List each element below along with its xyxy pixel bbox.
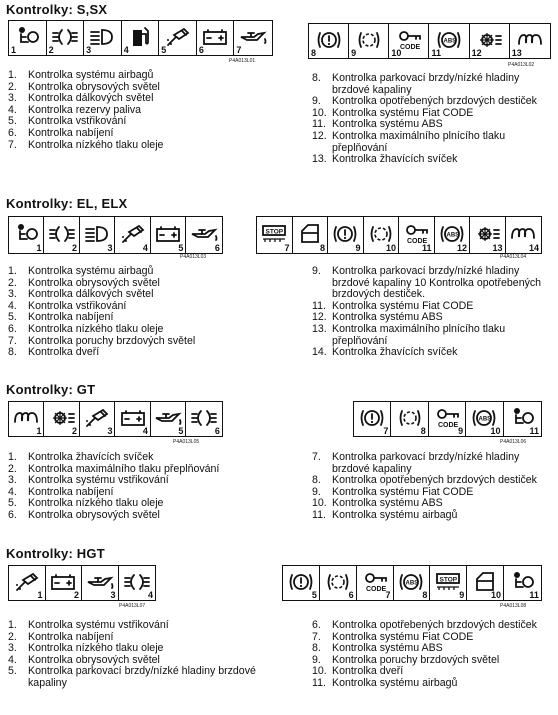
item-text: Kontrolka nízkého tlaku oleje (28, 138, 164, 151)
position-lights-icon (190, 408, 218, 428)
indicator-strip (8, 401, 223, 437)
item-text: Kontrolka systému ABS (332, 497, 443, 510)
indicator-number: 7 (385, 590, 391, 600)
indicator-number: 2 (73, 590, 79, 600)
indicator-cell (328, 217, 364, 253)
indicator-number: 13 (492, 243, 503, 253)
list-item (312, 154, 552, 166)
svg-text:CODE: CODE (399, 43, 421, 51)
indicator-number: 10 (385, 243, 396, 253)
indicator-number: 8 (319, 243, 325, 253)
item-text: Kontrolka opotřebených brzdových destiček (332, 619, 537, 631)
item-text: Kontrolka systému Fiat CODE (332, 299, 474, 312)
indicator-cell (151, 217, 186, 253)
indicator-number: 7 (236, 45, 242, 55)
indicator-number: 5 (161, 45, 167, 55)
indicator-cell (470, 24, 510, 58)
item-text: Kontrolka dálkových světel (28, 288, 154, 301)
item-text: Kontrolka systému airbagů (332, 508, 458, 521)
item-number: 1. (8, 265, 17, 277)
indicator-number: 4 (142, 243, 148, 253)
indicator-number: 9 (355, 243, 361, 253)
indicator-cell (84, 21, 122, 55)
item-text: Kontrolka nabíjení (28, 485, 114, 498)
brake-light-failure-icon (259, 222, 289, 246)
indicator-cell (470, 217, 506, 253)
item-number: 10. (312, 497, 327, 510)
indicator-number: 5 (178, 426, 184, 436)
item-text: Kontrolka systému airbagů (332, 676, 458, 689)
indicator-cell (309, 24, 349, 58)
indicator-cell (293, 217, 329, 253)
indicator-cell (320, 566, 357, 600)
indicator-cell (506, 217, 542, 253)
item-text: Kontrolka systému airbagů (28, 69, 154, 81)
indicator-number: 10 (491, 590, 502, 600)
item-text: Kontrolka parkovací brzdy/nízké hladiny brzdové kapaliny (28, 665, 256, 689)
indicator-cell (115, 402, 150, 436)
indicator-strip (8, 565, 156, 601)
battery-icon (201, 27, 229, 47)
position-lights-icon (123, 572, 151, 592)
svg-text:CODE: CODE (437, 421, 459, 429)
indicator-number: 1 (36, 243, 42, 253)
svg-text:ABS: ABS (405, 580, 419, 587)
airbag-icon (13, 222, 39, 246)
list-item (312, 266, 552, 301)
indicator-number: 11 (529, 590, 539, 600)
indicator-cell (186, 217, 221, 253)
item-number: 4. (8, 653, 17, 666)
indicator-cell (119, 566, 156, 600)
item-number: 11. (312, 676, 326, 689)
brake-pad-wear-icon (325, 570, 351, 594)
item-number: 1. (8, 619, 17, 631)
indicator-cell (9, 217, 44, 253)
battery-icon (119, 408, 147, 428)
item-number: 10. (312, 665, 327, 678)
item-number: 2. (8, 80, 17, 93)
brake-pad-wear-icon (368, 222, 394, 246)
indicator-number: 1 (36, 426, 42, 436)
item-number: 12. (312, 311, 327, 324)
indicator-number: 7 (284, 243, 290, 253)
indicator-number: 9 (458, 426, 464, 436)
glow-plug-icon (509, 224, 537, 244)
indicator-number: 4 (147, 590, 153, 600)
indicator-number: 8 (420, 426, 426, 436)
indicator-cell (429, 402, 466, 436)
svg-text:STOP: STOP (265, 228, 284, 236)
figure-code: P4A013L01 (229, 58, 256, 64)
item-text: Kontrolka vstřikování (28, 115, 127, 128)
item-number: 1. (8, 451, 17, 463)
item-number: 2. (8, 630, 17, 643)
item-number: 6. (8, 508, 17, 521)
svg-text:ABS: ABS (478, 416, 492, 423)
item-text: Kontrolka systému Fiat CODE (332, 106, 474, 119)
item-text: Kontrolka nízkého tlaku oleje (28, 497, 164, 510)
item-text: Kontrolka systému ABS (332, 118, 443, 131)
parking-brake-icon (358, 406, 386, 430)
item-number: 5. (8, 115, 17, 128)
item-number: 8. (312, 72, 321, 84)
item-number: 4. (8, 103, 17, 116)
section-title: Kontrolky: GT (6, 382, 96, 397)
indicator-cell (364, 217, 400, 253)
item-text: Kontrolka parkovací brzdy/nízké hladiny brzdové kapaliny 10 Kontrolka opotřebených brzdových destiček. (332, 265, 542, 301)
list-item (8, 347, 270, 359)
svg-text:ABS: ABS (443, 38, 457, 45)
item-number: 3. (8, 288, 17, 301)
indicator-number: 3 (107, 426, 113, 436)
indicator-number: 1 (37, 590, 43, 600)
item-number: 14. (312, 346, 327, 359)
indicator-number: 8 (311, 48, 317, 58)
indicator-number: 6 (214, 426, 220, 436)
list-item (312, 452, 552, 475)
indicator-cell (159, 21, 197, 55)
item-number: 6. (8, 322, 17, 335)
item-number: 4. (8, 299, 17, 312)
item-number: 4. (8, 485, 17, 498)
indicator-number: 2 (71, 243, 77, 253)
item-text: Kontrolka systému Fiat CODE (332, 630, 474, 643)
indicator-cell (283, 566, 320, 600)
item-text: Kontrolka maximálního tlaku přeplňování (28, 462, 220, 475)
indicator-number: 5 (311, 590, 317, 600)
item-number: 11. (312, 299, 326, 312)
high-beam-icon (88, 27, 116, 47)
figure-code: P4A013L03 (180, 254, 207, 260)
indicator-cell (429, 24, 469, 58)
indicator-cell (9, 402, 44, 436)
item-number: 12. (312, 129, 327, 142)
indicator-cell (435, 217, 471, 253)
item-number: 9. (312, 95, 321, 108)
item-text: Kontrolka nabíjení (28, 311, 114, 324)
list-item (312, 678, 552, 690)
indicator-number: 6 (214, 243, 220, 253)
item-number: 3. (8, 92, 17, 105)
item-number: 5. (8, 665, 17, 678)
indicator-cell (466, 402, 503, 436)
indicator-cell (151, 402, 186, 436)
legend-list (8, 452, 270, 522)
indicator-cell (44, 217, 79, 253)
glow-plug-icon (516, 30, 544, 50)
parking-brake-icon (287, 570, 315, 594)
position-lights-icon (48, 224, 76, 244)
glow-plug-icon (12, 408, 40, 428)
indicator-number: 3 (86, 45, 92, 55)
battery-icon (49, 572, 77, 592)
indicator-number: 12 (471, 48, 482, 58)
indicator-strip (256, 216, 542, 254)
section-title: Kontrolky: S,SX (6, 2, 108, 17)
indicator-number: 14 (528, 243, 539, 253)
indicator-cell (510, 24, 550, 58)
item-text: Kontrolka maximálního plnícího tlaku přeplňování (332, 322, 506, 347)
item-number: 2. (8, 462, 17, 475)
item-text: Kontrolka dveří (332, 665, 404, 678)
turbo-pressure-icon (473, 223, 501, 245)
indicator-cell (186, 402, 221, 436)
item-number: 9. (312, 265, 321, 277)
parking-brake-icon (315, 28, 343, 52)
item-number: 7. (8, 334, 17, 347)
oil-pressure-icon (153, 408, 183, 428)
section-title: Kontrolky: HGT (6, 546, 105, 561)
item-number: 10. (312, 106, 327, 119)
item-text: Kontrolka maximálního plnícího tlaku přeplňování (332, 129, 506, 154)
indicator-number: 11 (431, 48, 441, 58)
indicator-number: 11 (529, 426, 539, 436)
indicator-number: 2 (48, 45, 54, 55)
item-text: Kontrolka nízkého tlaku oleje (28, 642, 164, 655)
item-text: Kontrolka parkovací brzdy/nízké hladiny brzdové kapaliny (332, 451, 520, 475)
item-text: Kontrolka žhavících svíček (332, 153, 458, 166)
indicator-strip (353, 401, 542, 437)
item-text: Kontrolka rezervy paliva (28, 103, 142, 116)
item-text: Kontrolka opotřebených brzdových destiček (332, 474, 537, 487)
indicator-cell (82, 566, 119, 600)
item-text: Kontrolka systému vstřikování (28, 474, 169, 487)
legend-list (8, 620, 270, 690)
battery-icon (154, 224, 182, 244)
legend-list (312, 266, 552, 359)
indicator-cell (234, 21, 272, 55)
oil-pressure-icon (238, 27, 268, 47)
airbag-icon (14, 25, 40, 49)
list-item (312, 510, 552, 522)
figure-code: P4A013L05 (173, 439, 200, 445)
svg-text:CODE: CODE (407, 237, 428, 245)
svg-text:STOP: STOP (439, 576, 458, 584)
list-item (8, 666, 270, 689)
item-number: 8. (312, 642, 321, 655)
indicator-number: 6 (198, 45, 204, 55)
indicator-cell (115, 217, 150, 253)
list-item (312, 73, 552, 96)
indicator-cell (391, 402, 428, 436)
indicator-number: 9 (351, 48, 357, 58)
indicator-number: 5 (178, 243, 184, 253)
indicator-cell (504, 402, 541, 436)
item-text: Kontrolka systému ABS (332, 311, 443, 324)
item-text: Kontrolka systému airbagů (28, 265, 154, 277)
indicator-number: 3 (110, 590, 116, 600)
svg-text:ABS: ABS (446, 232, 459, 239)
item-text: Kontrolka obrysových světel (28, 653, 160, 666)
item-text: Kontrolka nabíjení (28, 630, 114, 643)
abs-icon (438, 222, 466, 246)
indicator-cell (349, 24, 389, 58)
oil-pressure-icon (85, 572, 115, 592)
indicator-strip (8, 20, 273, 56)
item-text: Kontrolka systému vstřikování (28, 619, 169, 631)
indicator-number: 7 (383, 426, 389, 436)
indicator-cell (389, 24, 429, 58)
item-text: Kontrolka vstřikování (28, 299, 127, 312)
list-item (312, 131, 552, 154)
indicator-number: 3 (107, 243, 113, 253)
item-text: Kontrolka opotřebených brzdových destiček (332, 95, 537, 108)
indicator-number: 10 (490, 426, 501, 436)
indicator-cell (354, 402, 391, 436)
indicator-number: 4 (123, 45, 129, 55)
figure-code: P4A013L06 (500, 439, 527, 445)
indicator-number: 4 (142, 426, 148, 436)
legend-list (8, 70, 270, 151)
item-number: 6. (312, 619, 321, 631)
figure-code: P4A013L07 (119, 603, 146, 609)
oil-pressure-icon (189, 224, 219, 244)
item-number: 6. (8, 126, 17, 139)
indicator-number: 9 (459, 590, 465, 600)
indicator-cell (47, 21, 85, 55)
indicator-cell (122, 21, 160, 55)
item-text: Kontrolka dveří (28, 346, 100, 359)
indicator-number: 12 (456, 243, 467, 253)
brake-pad-wear-icon (397, 406, 423, 430)
indicator-cell (357, 566, 394, 600)
indicator-cell (504, 566, 541, 600)
indicator-number: 13 (511, 48, 522, 58)
item-text: Kontrolka dálkových světel (28, 92, 154, 105)
item-number: 11. (312, 118, 326, 131)
item-number: 5. (8, 311, 17, 324)
indicator-strip (8, 216, 223, 254)
indicator-cell (197, 21, 235, 55)
item-number: 9. (312, 485, 321, 498)
item-number: 3. (8, 642, 17, 655)
item-text: Kontrolka systému ABS (332, 642, 443, 655)
legend-list (312, 620, 552, 690)
indicator-number: 8 (422, 590, 428, 600)
figure-code: P4A013L02 (508, 62, 535, 68)
item-text: Kontrolka žhavících svíček (332, 346, 458, 359)
indicator-cell (44, 402, 79, 436)
legend-list (312, 73, 552, 166)
item-text: Kontrolka parkovací brzdy/nízké hladiny brzdové kapaliny (332, 72, 520, 96)
brake-pad-wear-icon (356, 28, 382, 52)
indicator-number: 11 (421, 243, 432, 253)
item-number: 9. (312, 653, 321, 666)
indicator-cell (9, 21, 47, 55)
position-lights-icon (51, 27, 79, 47)
item-text: Kontrolka nabíjení (28, 126, 114, 139)
item-text: Kontrolka obrysových světel (28, 80, 160, 93)
item-text: Kontrolka obrysových světel (28, 508, 160, 521)
legend-list (8, 266, 270, 359)
item-number: 7. (8, 138, 17, 151)
indicator-strip (308, 23, 551, 59)
parking-brake-icon (331, 222, 359, 246)
svg-text:CODE: CODE (365, 585, 386, 593)
figure-code: P4A013L04 (500, 254, 527, 260)
item-number: 7. (312, 451, 321, 463)
list-item (8, 140, 270, 152)
item-number: 7. (312, 630, 321, 643)
indicator-cell (394, 566, 431, 600)
indicator-strip (282, 565, 542, 601)
item-text: Kontrolka obrysových světel (28, 276, 160, 289)
list-item (312, 347, 552, 359)
item-number: 5. (8, 497, 17, 510)
item-number: 1. (8, 69, 17, 81)
item-text: Kontrolka žhavících svíček (28, 451, 154, 463)
item-text: Kontrolka systému Fiat CODE (332, 485, 474, 498)
injection-icon (164, 26, 192, 48)
item-number: 3. (8, 474, 17, 487)
abs-icon (397, 570, 425, 594)
item-number: 2. (8, 276, 17, 289)
item-number: 11. (312, 508, 326, 521)
high-beam-icon (83, 224, 111, 244)
indicator-cell (430, 566, 467, 600)
section-title: Kontrolky: EL, ELX (6, 196, 128, 211)
indicator-cell (257, 217, 293, 253)
item-number: 13. (312, 322, 327, 335)
item-number: 8. (8, 346, 17, 359)
legend-list (312, 452, 552, 522)
indicator-cell (80, 402, 115, 436)
fuel-reserve-icon (128, 25, 152, 49)
indicator-cell (399, 217, 435, 253)
indicator-number: 10 (391, 48, 402, 58)
indicator-number: 6 (348, 590, 354, 600)
indicator-cell (9, 566, 46, 600)
figure-code: P4A013L08 (500, 603, 527, 609)
indicator-cell (80, 217, 115, 253)
indicator-number: 1 (11, 45, 17, 55)
indicator-number: 2 (71, 426, 77, 436)
list-item (312, 324, 552, 347)
item-text: Kontrolka poruchy brzdových světel (332, 653, 500, 666)
fiat-code-icon (401, 222, 431, 246)
item-text: Kontrolka nízkého tlaku oleje (28, 322, 164, 335)
item-number: 8. (312, 474, 321, 487)
item-text: Kontrolka poruchy brzdových světel (28, 334, 196, 347)
injection-icon (119, 223, 147, 245)
item-number: 13. (312, 153, 327, 166)
list-item (8, 510, 270, 522)
door-open-icon (297, 222, 323, 246)
indicator-cell (46, 566, 83, 600)
indicator-cell (467, 566, 504, 600)
